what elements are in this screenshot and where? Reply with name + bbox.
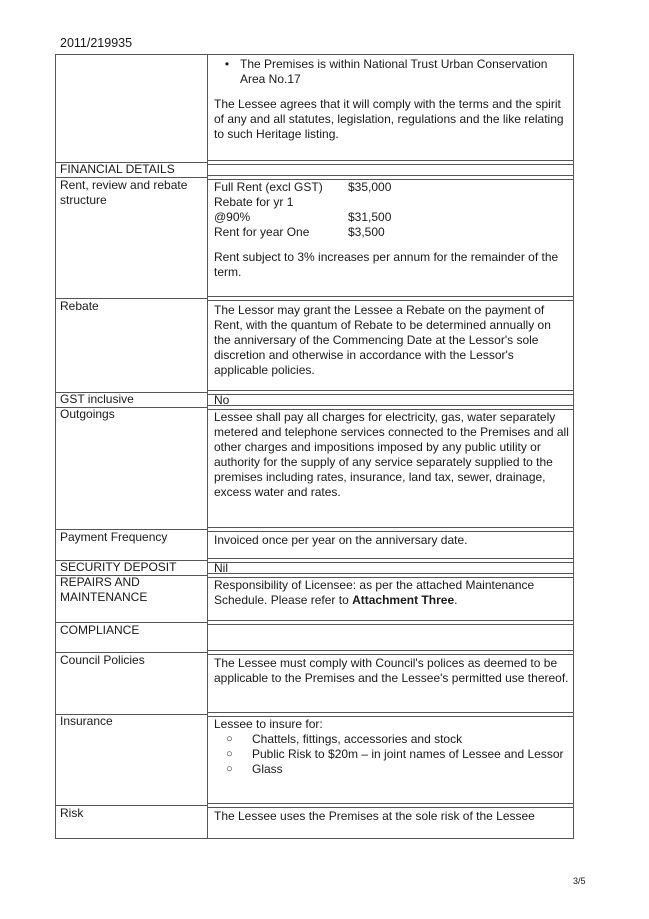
rent-label: Rent, review and rebate structure bbox=[60, 178, 188, 207]
table-border-right bbox=[573, 54, 574, 838]
row-line-value bbox=[207, 654, 574, 655]
rebate-label: Rebate bbox=[60, 299, 99, 313]
financial-details-heading: FINANCIAL DETAILS bbox=[60, 162, 175, 176]
row-line-value bbox=[207, 390, 574, 391]
repairs-cell: Responsibility of Licensee: as per the attached Maintenance Schedule. Please refer to Attachment Three. bbox=[214, 578, 535, 607]
row-line-value bbox=[207, 712, 574, 713]
table-border-top bbox=[55, 54, 574, 55]
table-border-left bbox=[55, 54, 56, 838]
compliance-heading: COMPLIANCE bbox=[60, 623, 140, 637]
row-line-value bbox=[207, 650, 574, 651]
circle-bullet-icon: ○ bbox=[226, 763, 233, 775]
outgoings-label: Outgoings bbox=[60, 407, 115, 421]
table-border-bottom bbox=[55, 838, 574, 839]
lease-details-table bbox=[55, 54, 574, 838]
row-line-value bbox=[207, 624, 574, 625]
heritage-bullet-text: The Premises is within National Trust Urban Conservation Area No.17 bbox=[240, 57, 548, 86]
insurance-item: ○ Public Risk to $20m – in joint names of Lessee and Lessor bbox=[214, 747, 569, 762]
heritage-paragraph: The Lessee agrees that it will comply with the terms and the spirit of any and all statutes, legislation, regulations and the like relating to such Heritage listing. bbox=[214, 97, 564, 141]
circle-bullet-icon: ○ bbox=[226, 733, 233, 745]
row-line-value bbox=[207, 160, 574, 161]
row-line-value bbox=[207, 803, 574, 804]
outgoings-text: Lessee shall pay all charges for electricity, gas, water separately metered and telephone services connected to the Premises and all other charges and impositions imposed by any public utility or authority for the supply of any service separately supplied to the premises including rates, insurance, land tax, sewer, drainage, excess water and rates. bbox=[214, 410, 569, 499]
row-line-value bbox=[207, 175, 574, 176]
gst-label: GST inclusive bbox=[60, 392, 134, 406]
risk-label: Risk bbox=[60, 806, 84, 820]
insurance-label: Insurance bbox=[60, 714, 113, 728]
row-line-value bbox=[207, 527, 574, 528]
column-divider bbox=[207, 54, 208, 838]
rebate-text: The Lessor may grant the Lessee a Rebate on the payment of Rent, with the quantum of Rebate to be determined annually on the anniversary of the Commencing Date at the Lessor's sole discretion and otherwise in accordance with the Lessor's applicable policies. bbox=[214, 303, 551, 377]
rent-line: Full Rent (excl GST) $35,000 bbox=[214, 180, 392, 194]
rent-line: Rent for year One $3,500 bbox=[214, 225, 385, 239]
rent-line: Rebate for yr 1 bbox=[214, 195, 294, 209]
heritage-bullet bbox=[214, 57, 569, 87]
security-deposit-label: SECURITY DEPOSIT bbox=[60, 560, 177, 574]
insurance-item: ○ Glass bbox=[214, 762, 569, 777]
row-line-value bbox=[207, 300, 574, 301]
heritage-cell bbox=[214, 57, 569, 142]
row-line-value bbox=[207, 531, 574, 532]
insurance-cell bbox=[214, 717, 569, 777]
rent-cell bbox=[214, 180, 569, 280]
payment-frequency-value: Invoiced once per year on the anniversary date. bbox=[214, 533, 468, 547]
insurance-intro: Lessee to insure for: bbox=[214, 717, 323, 731]
row-line-value bbox=[207, 620, 574, 621]
council-policies-text: The Lessee must comply with Council's polices as deemed to be applicable to the Premises and the Lessee's permitted use thereof. bbox=[214, 656, 569, 685]
row-line-value bbox=[207, 807, 574, 808]
insurance-item: ○ Chattels, fittings, accessories and stock bbox=[214, 732, 569, 747]
bullet-icon: • bbox=[224, 57, 230, 71]
council-policies-label: Council Policies bbox=[60, 653, 145, 667]
payment-frequency-label: Payment Frequency bbox=[60, 530, 168, 544]
rent-line: @90% $31,500 bbox=[214, 210, 392, 224]
document-reference: 2011/219935 bbox=[60, 36, 133, 50]
gst-value: No bbox=[214, 393, 230, 407]
attachment-reference: Attachment Three bbox=[352, 593, 455, 607]
rent-note: Rent subject to 3% increases per annum for the remainder of the term. bbox=[214, 250, 559, 279]
security-deposit-value: Nil bbox=[214, 561, 228, 575]
risk-text: The Lessee uses the Premises at the sole risk of the Lessee bbox=[214, 809, 535, 823]
row-line-value bbox=[207, 164, 574, 165]
circle-bullet-icon: ○ bbox=[226, 748, 233, 760]
row-line-value bbox=[207, 296, 574, 297]
page-number: 3/5 bbox=[573, 876, 586, 886]
row-line-value bbox=[207, 558, 574, 559]
repairs-label: REPAIRS AND MAINTENANCE bbox=[60, 575, 148, 604]
